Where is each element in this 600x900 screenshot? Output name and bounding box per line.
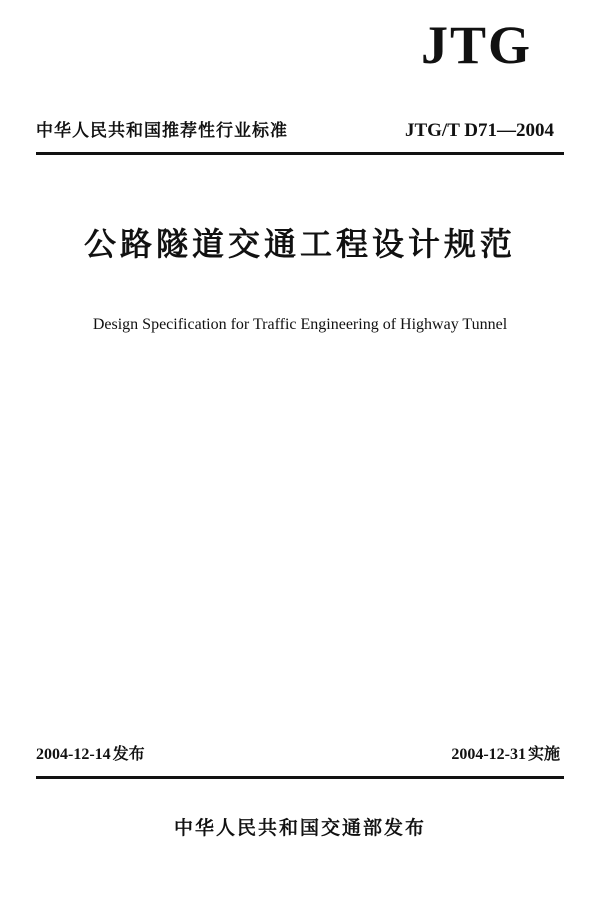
standard-category: 中华人民共和国推荐性行业标准: [36, 121, 288, 141]
title-english: Design Specification for Traffic Engineering of Highway Tunnel: [92, 316, 508, 333]
issue-label: 发布: [112, 744, 145, 763]
issue-date: 2004-12-14: [36, 746, 111, 763]
implementation-label: 实施: [527, 744, 560, 763]
publisher: 中华人民共和国交通部发布: [173, 817, 426, 839]
jtg-logo: JTG: [420, 15, 532, 75]
issue-date-line: [36, 745, 145, 764]
implementation-date: 2004-12-31: [451, 746, 526, 763]
bottom-divider: [36, 776, 564, 779]
title-chinese: 公路隧道交通工程设计规范: [83, 225, 516, 263]
top-divider: [36, 152, 564, 155]
standard-number: JTG/T D71—2004: [404, 120, 554, 141]
implementation-date-line: [451, 745, 560, 764]
